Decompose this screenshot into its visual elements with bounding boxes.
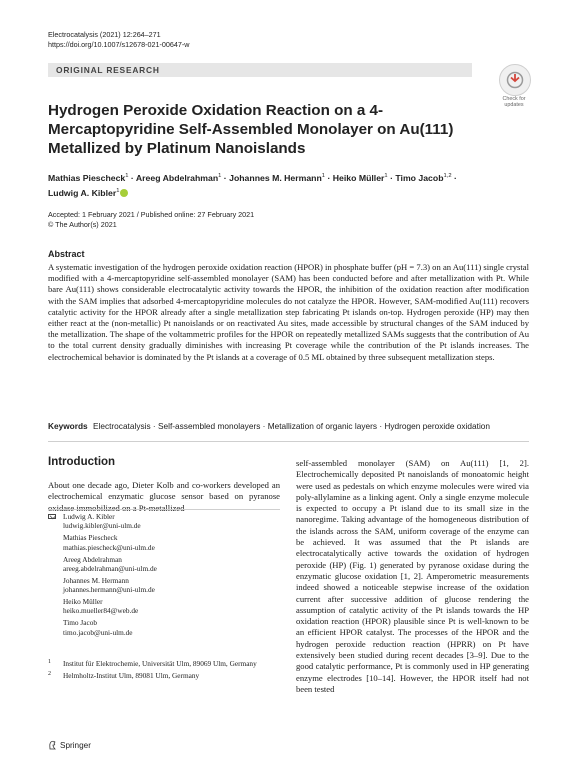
affiliation-text: Institut für Elektrochemie, Universität Ulm, 89069 Ulm, Germany: [63, 659, 257, 668]
author-separator: ·: [451, 172, 457, 183]
check-for-updates-icon: [506, 71, 524, 89]
journal-citation: [48, 30, 189, 49]
affiliation-entry: [48, 659, 280, 668]
contact-email[interactable]: heiko.mueller84@web.de: [63, 606, 139, 616]
author-affiliation-mark: 1: [218, 173, 222, 179]
author-name[interactable]: Johannes M. Hermann: [229, 172, 322, 183]
badge-line-2: updates: [504, 102, 524, 109]
author-name[interactable]: Mathias Piescheck: [48, 172, 126, 183]
abstract-text: A systematic investigation of the hydrogen peroxide oxidation reaction (HPOR) in phosphate buffer (pH = 7.3) on an Au(111) single crystal modified with a 4-mercaptopyridine self-assembled monolayer (SAM) has been conducted before and after metallization with Pt. While bare Au(111) shows considerable electrocatalytic activity towards the HPOR, the inhibition of the oxidation reaction after modification with the SAM implies that adsorbed 4-mercaptopyridine molecules do not catalyze the HPOR. However, SAM-modified Au(111) recovers catalytic activity for the HPOR already after a single metallization step fabricating Pt islands on-top. Hydrogen peroxide (HP) may then either react at the (non-metallic) Pt nanoislands or on reactivated Au sites, made accessible by structural changes of the SAM induced by the metallization. The shape of the voltammetric profiles for the HPOR on repeatedly metallized SAMs suggests that the contribution of Au to the total current density gradually diminishes with increasing Pt coverage while the contribution of the Pt islands increases. The electrochemical behavior is dominated by the Pt islands at a coverage of 0.5 ML obtained by three subsequent metallization steps.: [48, 262, 529, 362]
article-type-bar: [48, 63, 472, 77]
author-name[interactable]: Areeg Abdelrahman: [135, 172, 219, 183]
author-affiliation-mark: 1,2: [443, 173, 452, 179]
orcid-icon[interactable]: [120, 189, 128, 197]
author-list: [48, 170, 528, 200]
contact-name: Timo Jacob: [63, 618, 97, 628]
abstract-heading: Abstract: [48, 249, 85, 259]
author-affiliation-mark: 1: [321, 173, 326, 179]
contact-entry: [48, 597, 280, 616]
author-name[interactable]: Heiko Müller: [332, 172, 385, 183]
keywords-line: [48, 421, 529, 431]
author-affiliation-mark: 1: [116, 187, 120, 194]
contact-name: Ludwig A. Kibler: [63, 512, 115, 521]
contact-entry: [48, 512, 280, 531]
badge-line-1: Check for: [502, 96, 526, 102]
contact-name: Mathias Piescheck: [63, 533, 118, 543]
keywords-text: Electrocatalysis · Self-assembled monolayers · Metallization of organic layers · Hydrogen peroxide oxidation: [92, 421, 491, 431]
affiliation-number: 2: [48, 671, 51, 678]
author-affiliation-mark: 1: [125, 173, 129, 179]
contact-name: Johannes M. Hermann: [63, 575, 129, 585]
contact-email[interactable]: ludwig.kibler@uni-ulm.de: [63, 521, 141, 531]
contact-entry: [48, 618, 280, 637]
contact-name: Heiko Müller: [63, 597, 103, 607]
contact-email[interactable]: areeg.abdelrahman@uni-ulm.de: [63, 563, 157, 573]
keywords-label: Keywords: [48, 421, 88, 431]
author-separator: ·: [325, 172, 333, 183]
envelope-icon: [48, 514, 56, 519]
contact-name: Areeg Abdelrahman: [63, 554, 122, 564]
affiliation-text: Helmholtz-Institut Ulm, 89081 Ulm, Germany: [63, 671, 200, 681]
affiliations: [48, 659, 280, 684]
contact-email[interactable]: johannes.hermann@uni-ulm.de: [63, 585, 155, 595]
introduction-heading: Introduction: [48, 456, 116, 468]
affiliation-entry: [48, 671, 280, 680]
author-separator: ·: [221, 172, 230, 183]
contact-entry: [48, 533, 280, 552]
springer-horse-icon: [48, 740, 57, 750]
check-for-updates-label: [491, 96, 537, 108]
article-title: Hydrogen Peroxide Oxidation Reaction on a 4-Mercaptopyridine Self-Assembled Monolayer on Au(111) Metallized by Platinum Nanoislands: [48, 102, 454, 157]
author-name[interactable]: Ludwig A. Kibler: [48, 187, 117, 198]
author-separator: ·: [387, 172, 396, 183]
introduction-right-column: self-assembled monolayer (SAM) on Au(111) [1, 2]. Electrochemically deposited Pt nanoislands of monoatomic height were used as pedestals on which enzyme molecules were wired via poly-allylamine as a linking agent. Only a single enzyme molecule is expected to occupy a Pt island due to its small size in the nanoregime. Taking advantage of the homogeneous distribution of the islands across the SAM, uniform coverage of the enzyme can be achieved. It was assumed that the Pt islands are electrocatalytically active towards the oxidation of hydrogen peroxide (HP) (Fig. 1) generated by pyranose oxidase during the enzymatic glucose oxidation [1, 2]. Amperometric measurements indeed showed a noticeable stepwise increase of the oxidation current after successive addition of glucose rendering the assumption of catalytic activity of the Pt islands towards the HP oxidation reaction (HPOR) plausible since Pt is well-known to be an efficient HPOR catalyst. The processes of the HPOR and the hydrogen peroxide reduction reaction (HPRR) on Pt have extensively been studied during recent decades [3–9]. Due to the good catalytic performance, Pt is commonly used in HP generating enzyme electrodes [10–14]. However, the HPOR itself had not been tested: [296, 458, 529, 694]
publication-dates: [48, 210, 254, 229]
introduction-left-column: About one decade ago, Dieter Kolb and co-workers developed an electrochemical enzymatic glucose sensor based on pyranose oxidase immobilized on a Pt-metallized: [48, 480, 280, 513]
affiliation-number: 1: [48, 659, 51, 665]
author-affiliation-mark: 1: [384, 173, 388, 179]
author-name[interactable]: Timo Jacob: [395, 172, 444, 183]
copyright-line: © The Author(s) 2021: [48, 219, 117, 229]
contact-entry: [48, 576, 280, 595]
contact-entry: [48, 555, 280, 574]
section-divider: [48, 441, 529, 442]
footnote-divider: [48, 509, 280, 510]
article-type-label: ORIGINAL RESEARCH: [56, 65, 160, 75]
journal-line: Electrocatalysis (2021) 12:264–271: [48, 30, 161, 39]
publisher-name: Springer: [60, 740, 91, 750]
author-contacts: [48, 512, 280, 640]
accepted-published-line: Accepted: 1 February 2021 / Published online: 27 February 2021: [48, 210, 255, 219]
check-for-updates-button[interactable]: [499, 64, 531, 96]
doi-link[interactable]: https://doi.org/10.1007/s12678-021-00647-w: [48, 39, 190, 49]
publisher-footer: [48, 740, 91, 750]
contact-email[interactable]: timo.jacob@uni-ulm.de: [63, 627, 133, 637]
author-separator: ·: [128, 172, 136, 183]
contact-email[interactable]: mathias.piescheck@uni-ulm.de: [63, 542, 155, 552]
